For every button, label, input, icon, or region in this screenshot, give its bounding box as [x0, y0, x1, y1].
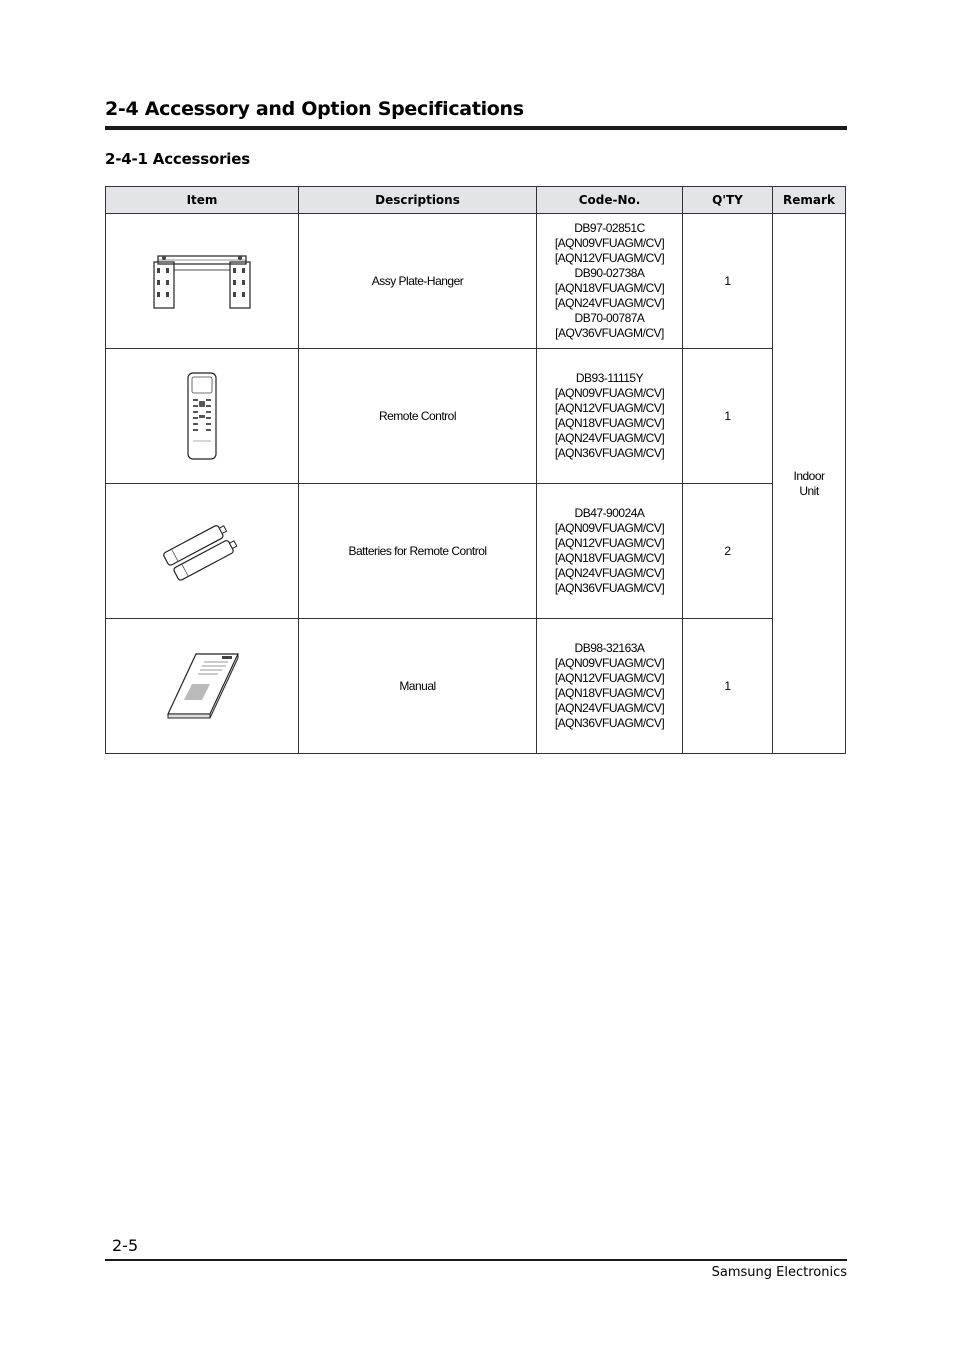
code-line: [AQV36VFUAGM/CV]: [555, 326, 664, 340]
footer-rule: [105, 1259, 847, 1261]
code-line: DB90-02738A: [574, 266, 645, 280]
code-line: DB70-00787A: [574, 311, 645, 325]
code-line: [AQN24VFUAGM/CV]: [554, 431, 665, 445]
title-rule: [105, 126, 847, 130]
batteries-icon: [160, 519, 244, 583]
header-remark: Remark: [773, 187, 846, 214]
item-qty: 2: [683, 484, 773, 619]
table-row: [106, 484, 846, 619]
item-qty: 1: [683, 349, 773, 484]
remark-line: Indoor: [793, 468, 825, 483]
section-title: 2-4 Accessory and Option Specifications: [105, 98, 524, 120]
code-line: DB47-90024A: [574, 506, 645, 520]
code-line: [AQN36VFUAGM/CV]: [554, 446, 665, 460]
table-row: [106, 214, 846, 349]
accessories-table: [105, 186, 846, 754]
item-codes: [537, 484, 683, 619]
page-number: 2-5: [112, 1236, 139, 1255]
item-description: Batteries for Remote Control: [299, 484, 537, 619]
item-qty: 1: [683, 214, 773, 349]
header-item: Item: [106, 187, 299, 214]
code-line: [AQN36VFUAGM/CV]: [554, 581, 665, 595]
code-line: [AQN24VFUAGM/CV]: [554, 296, 665, 310]
code-line: [AQN09VFUAGM/CV]: [554, 236, 665, 250]
remote-control-icon: [185, 371, 219, 461]
code-line: DB98-32163A: [574, 641, 645, 655]
item-image-cell: [106, 349, 299, 484]
manual-icon: [160, 650, 244, 722]
code-line: [AQN12VFUAGM/CV]: [554, 401, 665, 415]
header-code-no: Code-No.: [537, 187, 683, 214]
table-row: [106, 349, 846, 484]
remark-cell: [773, 214, 846, 754]
code-line: [AQN09VFUAGM/CV]: [554, 521, 665, 535]
code-line: [AQN09VFUAGM/CV]: [554, 386, 665, 400]
code-line: [AQN18VFUAGM/CV]: [554, 686, 665, 700]
item-description: Remote Control: [299, 349, 537, 484]
footer-brand: Samsung Electronics: [711, 1265, 847, 1280]
item-codes: [537, 619, 683, 754]
code-line: [AQN12VFUAGM/CV]: [554, 536, 665, 550]
remark-line: Unit: [799, 483, 819, 498]
item-description: Assy Plate-Hanger: [299, 214, 537, 349]
code-line: [AQN18VFUAGM/CV]: [554, 281, 665, 295]
code-line: [AQN18VFUAGM/CV]: [554, 416, 665, 430]
item-description: Manual: [299, 619, 537, 754]
code-line: [AQN18VFUAGM/CV]: [554, 551, 665, 565]
code-line: [AQN12VFUAGM/CV]: [554, 671, 665, 685]
item-codes: [537, 214, 683, 349]
item-image-cell: [106, 214, 299, 349]
code-line: [AQN24VFUAGM/CV]: [554, 701, 665, 715]
code-line: [AQN24VFUAGM/CV]: [554, 566, 665, 580]
item-image-cell: [106, 484, 299, 619]
header-descriptions: Descriptions: [299, 187, 537, 214]
code-line: DB93-11115Y: [575, 371, 644, 385]
table-header-row: [106, 187, 846, 214]
plate-hanger-icon: [152, 250, 252, 312]
subsection-title: 2-4-1 Accessories: [105, 150, 250, 168]
item-qty: 1: [683, 619, 773, 754]
code-line: [AQN09VFUAGM/CV]: [554, 656, 665, 670]
header-qty: Q'TY: [683, 187, 773, 214]
item-codes: [537, 349, 683, 484]
item-image-cell: [106, 619, 299, 754]
code-line: [AQN36VFUAGM/CV]: [554, 716, 665, 730]
code-line: [AQN12VFUAGM/CV]: [554, 251, 665, 265]
code-line: DB97-02851C: [574, 221, 645, 235]
table-row: [106, 619, 846, 754]
